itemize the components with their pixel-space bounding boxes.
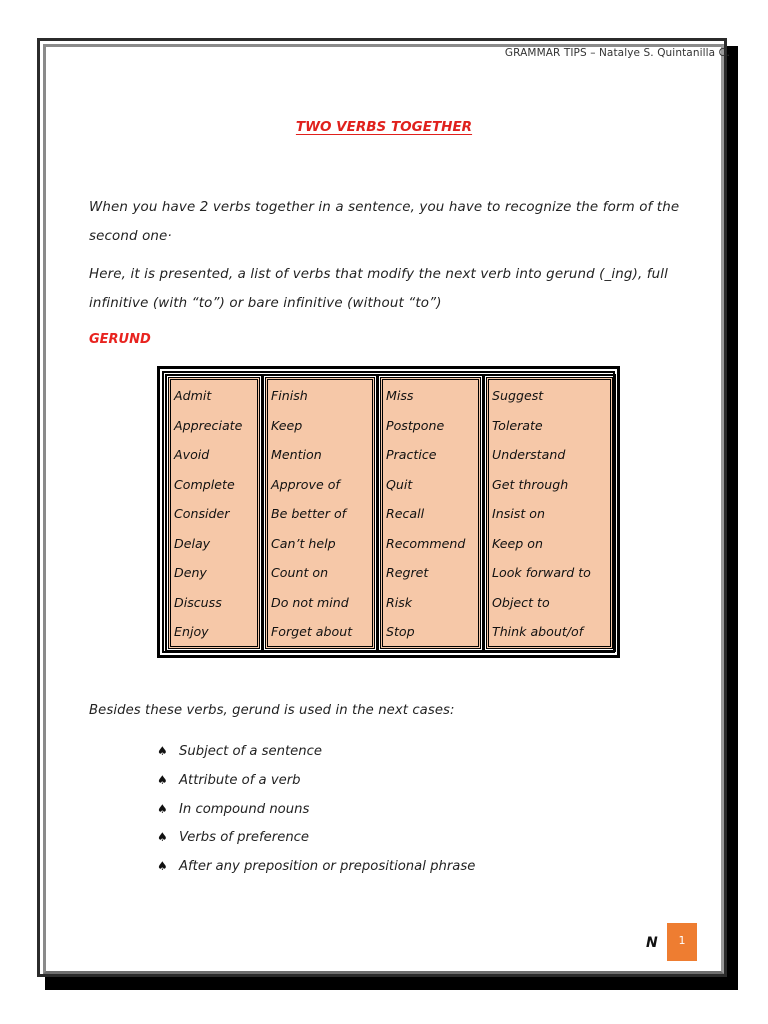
spade-icon: ♠ <box>157 859 168 874</box>
table-cell: Keep on <box>492 535 543 551</box>
table-cell: Insist on <box>492 506 545 521</box>
spade-icon: ♠ <box>157 772 168 787</box>
table-cell: Keep <box>271 417 303 433</box>
table-cell: Finish <box>271 388 308 403</box>
page-number-badge: 1 <box>667 923 697 961</box>
list-item-text: After any preposition or prepositional phrase <box>179 859 476 875</box>
table-cell: Stop <box>386 624 415 639</box>
spade-icon: ♠ <box>157 801 168 816</box>
table-cell: Postpone <box>386 417 445 433</box>
table-cell: Look forward to <box>492 565 591 580</box>
table-cell: Approve of <box>271 476 340 492</box>
table-cell: Do not mind <box>271 594 349 610</box>
table-cell: Appreciate <box>174 417 243 433</box>
table-cell: Delay <box>174 535 211 551</box>
table-cell: Get through <box>492 476 569 492</box>
table-cell: Deny <box>174 565 207 580</box>
section-heading-gerund: GERUND <box>89 332 151 347</box>
table-cell: Object to <box>492 594 550 610</box>
list-item-text: Verbs of preference <box>179 830 310 846</box>
document-title <box>0 119 768 135</box>
table-cell: Regret <box>386 565 429 580</box>
table-cell: Enjoy <box>174 624 209 639</box>
spade-icon: ♠ <box>157 744 168 758</box>
table-cell: Be better of <box>271 506 347 521</box>
table-cell: Think about/of <box>492 624 584 639</box>
list-item-text: Subject of a sentence <box>179 744 323 759</box>
table-cell: Avoid <box>174 447 210 462</box>
list-item-text: In compound nouns <box>179 801 310 817</box>
list-item <box>157 852 475 881</box>
list-item <box>157 823 475 852</box>
table-cell: Recall <box>386 506 425 521</box>
explanation-paragraph: Here, it is presented, a list of verbs that modify the next verb into gerund (_ing), full infinitive (with “to”) or bare infinitive (without “to”) <box>89 267 668 311</box>
table-column-2 <box>265 377 375 649</box>
table-cell: Can’t help <box>271 535 336 551</box>
table-column-3 <box>380 377 481 649</box>
table-cell: Consider <box>174 506 230 521</box>
table-cell: Recommend <box>386 535 466 551</box>
title-text: TWO VERBS TOGETHER <box>295 119 473 135</box>
spade-icon: ♠ <box>157 830 168 845</box>
footer-mark: N <box>646 935 658 951</box>
table-cell: Understand <box>492 447 566 462</box>
list-item-text: Attribute of a verb <box>179 772 301 788</box>
table-cell: Risk <box>386 594 413 610</box>
table-cell: Complete <box>174 476 235 492</box>
table-cell: Suggest <box>492 388 544 403</box>
list-item <box>157 737 475 766</box>
table-column-1 <box>168 377 260 649</box>
table-cell: Miss <box>386 388 414 403</box>
table-cell: Quit <box>386 476 413 492</box>
table-cell: Mention <box>271 447 322 462</box>
table-cell: Count on <box>271 565 329 580</box>
besides-paragraph: Besides these verbs, gerund is used in the next cases: <box>89 703 455 718</box>
table-cell: Forget about <box>271 624 353 639</box>
table-cell: Discuss <box>174 594 222 610</box>
gerund-cases-list <box>157 737 475 881</box>
table-cell: Admit <box>174 388 212 403</box>
gerund-verb-table <box>157 366 620 658</box>
list-item <box>157 766 475 795</box>
intro-paragraph: When you have 2 verbs together in a sentence, you have to recognize the form of the second one· <box>89 200 680 244</box>
table-column-4 <box>486 377 613 649</box>
page-header: GRAMMAR TIPS – Natalye S. Quintanilla O. <box>504 47 730 59</box>
table-cell: Practice <box>386 447 437 462</box>
list-item <box>157 795 475 824</box>
table-cell: Tolerate <box>492 417 543 433</box>
